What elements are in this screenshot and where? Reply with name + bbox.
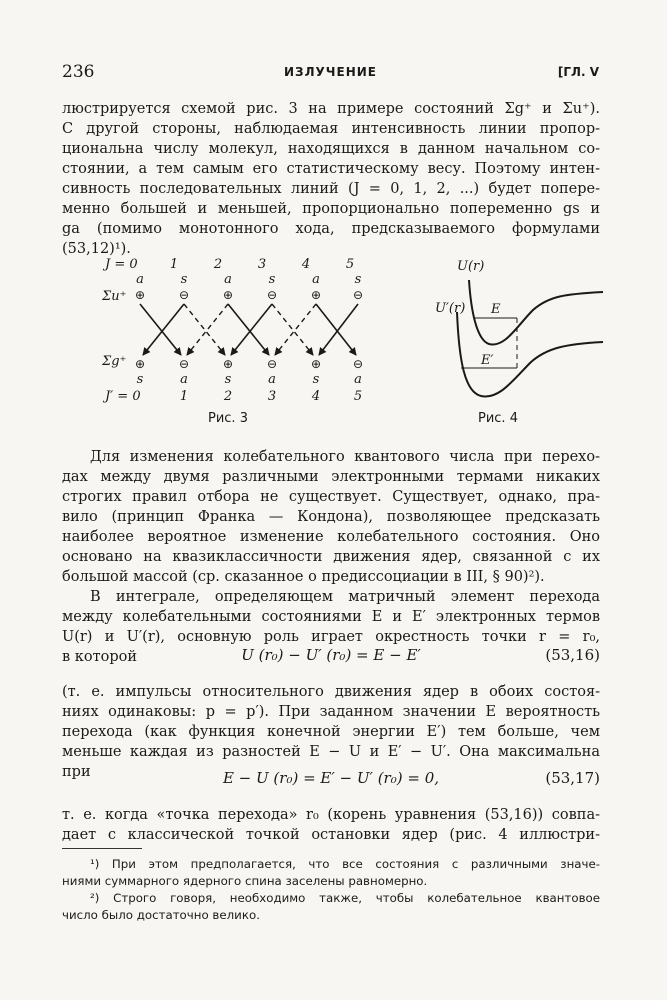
transition-arrow xyxy=(228,304,269,355)
text-line: (т. е. импульсы относительного движения ядер в обоих состоя- xyxy=(62,684,600,700)
equation-expression: U (r₀) − U′ (r₀) = E − E′ xyxy=(241,646,421,664)
e-label: E xyxy=(491,302,501,317)
j-label: J = 0 xyxy=(105,257,138,272)
equation-expression: E − U (r₀) = E′ − U′ (r₀) = 0, xyxy=(222,769,440,787)
text-line: т. е. когда «точка перехода» r₀ (корень уравнения (53,16)) совпа- xyxy=(62,807,600,823)
text-line: вило (принцип Франка — Кондона), позволяющее предсказать xyxy=(62,509,600,525)
forbidden-transition-arrow xyxy=(184,304,225,355)
text-line: менно большей и меньшей, пропорционально попеременно gs и xyxy=(62,201,600,217)
forbidden-transition-arrow xyxy=(275,304,316,355)
text-line: при xyxy=(62,764,91,780)
footnote-line: число было достаточно велико. xyxy=(62,908,260,922)
footnote-line: ¹) При этом предполагается, что все состояния с различными значе- xyxy=(90,857,600,871)
equation-53-16 xyxy=(62,646,600,668)
transition-arrow xyxy=(231,304,272,355)
top-parity: a xyxy=(136,272,144,287)
minus-sign: ⊖ xyxy=(352,288,364,302)
equation-number: (53,16) xyxy=(545,646,600,664)
footnote-line: ниями суммарного ядерного спина заселены равномерно. xyxy=(62,874,428,888)
minus-sign: ⊖ xyxy=(266,357,278,371)
text-line: основано на квазиклассичности движения ядер, связанной с их xyxy=(62,549,600,565)
top-parity: s xyxy=(268,272,276,287)
text-line: стоянии, а тем самым его статистическому весу. Поэтому интен- xyxy=(62,161,600,177)
text-line: циональна числу молекул, находящихся в данном начальном со- xyxy=(62,141,600,157)
text-line: ga (помимо монотонного хода, предсказываемого формулами xyxy=(62,221,600,237)
text-line: люстрируется схемой рис. 3 на примере состояний Σg⁺ и Σu⁺). xyxy=(62,101,600,117)
jprime-value: 3 xyxy=(267,389,277,404)
text-line: наиболее вероятное изменение колебательного состояния. Оно xyxy=(62,529,600,545)
upper-potential-curve xyxy=(469,280,603,344)
jprime-value: 5 xyxy=(353,389,363,404)
plus-sign: ⊕ xyxy=(134,288,146,302)
plus-sign: ⊕ xyxy=(310,288,322,302)
equation-number: (53,17) xyxy=(545,769,600,787)
plus-sign: ⊕ xyxy=(222,288,234,302)
figure-4-diagram xyxy=(425,252,605,407)
footnote-line: ²) Строго говоря, необходимо также, чтобы колебательное квантовое xyxy=(90,891,600,905)
top-term-label: Σu⁺ xyxy=(102,289,127,304)
plus-sign: ⊕ xyxy=(222,357,234,371)
minus-sign: ⊖ xyxy=(266,288,278,302)
transition-arrow xyxy=(316,304,356,355)
footnotes xyxy=(62,856,600,924)
equation-53-17 xyxy=(62,769,600,791)
text-line: С другой стороны, наблюдаемая интенсивность линии пропор- xyxy=(62,121,600,137)
j-value: 1 xyxy=(169,257,179,272)
bottom-parity: a xyxy=(268,372,276,387)
forbidden-transition-arrow xyxy=(187,304,228,355)
text-line: меньше каждая из разностей E − U и E′ − U′. Она максимальна xyxy=(62,744,600,760)
bottom-parity: a xyxy=(180,372,188,387)
page-header xyxy=(62,62,599,84)
text-line: в которой xyxy=(62,649,137,665)
transition-arrow xyxy=(140,304,181,355)
plus-sign: ⊕ xyxy=(310,357,322,371)
text-line: ниях одинаковы: p = p′). При заданном значении E вероятность xyxy=(62,704,600,720)
transition-arrow xyxy=(319,304,358,355)
minus-sign: ⊖ xyxy=(178,357,190,371)
eprime-label: E′ xyxy=(481,353,494,368)
text-line: между колебательными состояниями E и E′ электронных термов xyxy=(62,609,600,625)
text-line: перехода (как функция конечной энергии E′) тем больше, чем xyxy=(62,724,600,740)
paragraph-3 xyxy=(62,682,600,782)
page-number: 236 xyxy=(62,62,95,82)
text-line: (53,12)¹). xyxy=(62,241,131,257)
u-label: U(r) xyxy=(457,259,485,274)
j-value: 4 xyxy=(301,257,311,272)
bottom-term-label: Σg⁺ xyxy=(102,354,127,369)
running-title: ИЗЛУЧЕНИЕ xyxy=(284,65,377,79)
paragraph-4 xyxy=(62,805,600,845)
j-value: 2 xyxy=(213,257,223,272)
text-line: сивность последовательных линий (J = 0, 1, 2, ...) будет попере- xyxy=(62,181,600,197)
text-line: строгих правил отбора не существует. Существует, однако, пра- xyxy=(62,489,600,505)
footnote-divider xyxy=(62,848,142,849)
text-line: В интеграле, определяющем матричный элемент перехода xyxy=(90,589,600,605)
top-parity: a xyxy=(224,272,232,287)
top-parity: a xyxy=(312,272,320,287)
top-parity: s xyxy=(354,272,362,287)
text-line: дах между двумя различными электронными термами никаких xyxy=(62,469,600,485)
text-line: большой массой (ср. сказанное о предиссоциации в III, § 90)²). xyxy=(62,569,545,585)
paragraph-1 xyxy=(62,99,600,259)
top-parity: s xyxy=(180,272,188,287)
bottom-parity: s xyxy=(312,372,320,387)
chapter-label: [ГЛ. V xyxy=(557,65,599,79)
j-value: 3 xyxy=(257,257,267,272)
bottom-parity: s xyxy=(224,372,232,387)
j-value: 5 xyxy=(345,257,355,272)
plus-sign: ⊕ xyxy=(134,357,146,371)
minus-sign: ⊖ xyxy=(352,357,364,371)
jprime-value: 4 xyxy=(311,389,321,404)
figure-3-caption: Рис. 3 xyxy=(208,411,248,426)
uprime-label: U′(r) xyxy=(435,301,466,316)
lower-potential-curve xyxy=(457,312,603,397)
minus-sign: ⊖ xyxy=(178,288,190,302)
bottom-parity: a xyxy=(354,372,362,387)
transition-arrow xyxy=(143,304,184,355)
figure-3-diagram xyxy=(100,252,380,407)
text-line: U(r) и U′(r), основную роль играет окрестность точки r = r₀, xyxy=(62,629,600,645)
figure-4-caption: Рис. 4 xyxy=(478,411,518,426)
text-line: дает с классической точкой остановки ядер (рис. 4 иллюстри- xyxy=(62,827,600,843)
jprime-value: 1 xyxy=(179,389,189,404)
bottom-parity: s xyxy=(136,372,144,387)
jprime-value: 2 xyxy=(223,389,233,404)
text-line: Для изменения колебательного квантового числа при перехо- xyxy=(90,449,600,465)
paragraph-2 xyxy=(62,447,600,667)
forbidden-transition-arrow xyxy=(272,304,313,355)
jprime-label: J′ = 0 xyxy=(105,389,141,404)
